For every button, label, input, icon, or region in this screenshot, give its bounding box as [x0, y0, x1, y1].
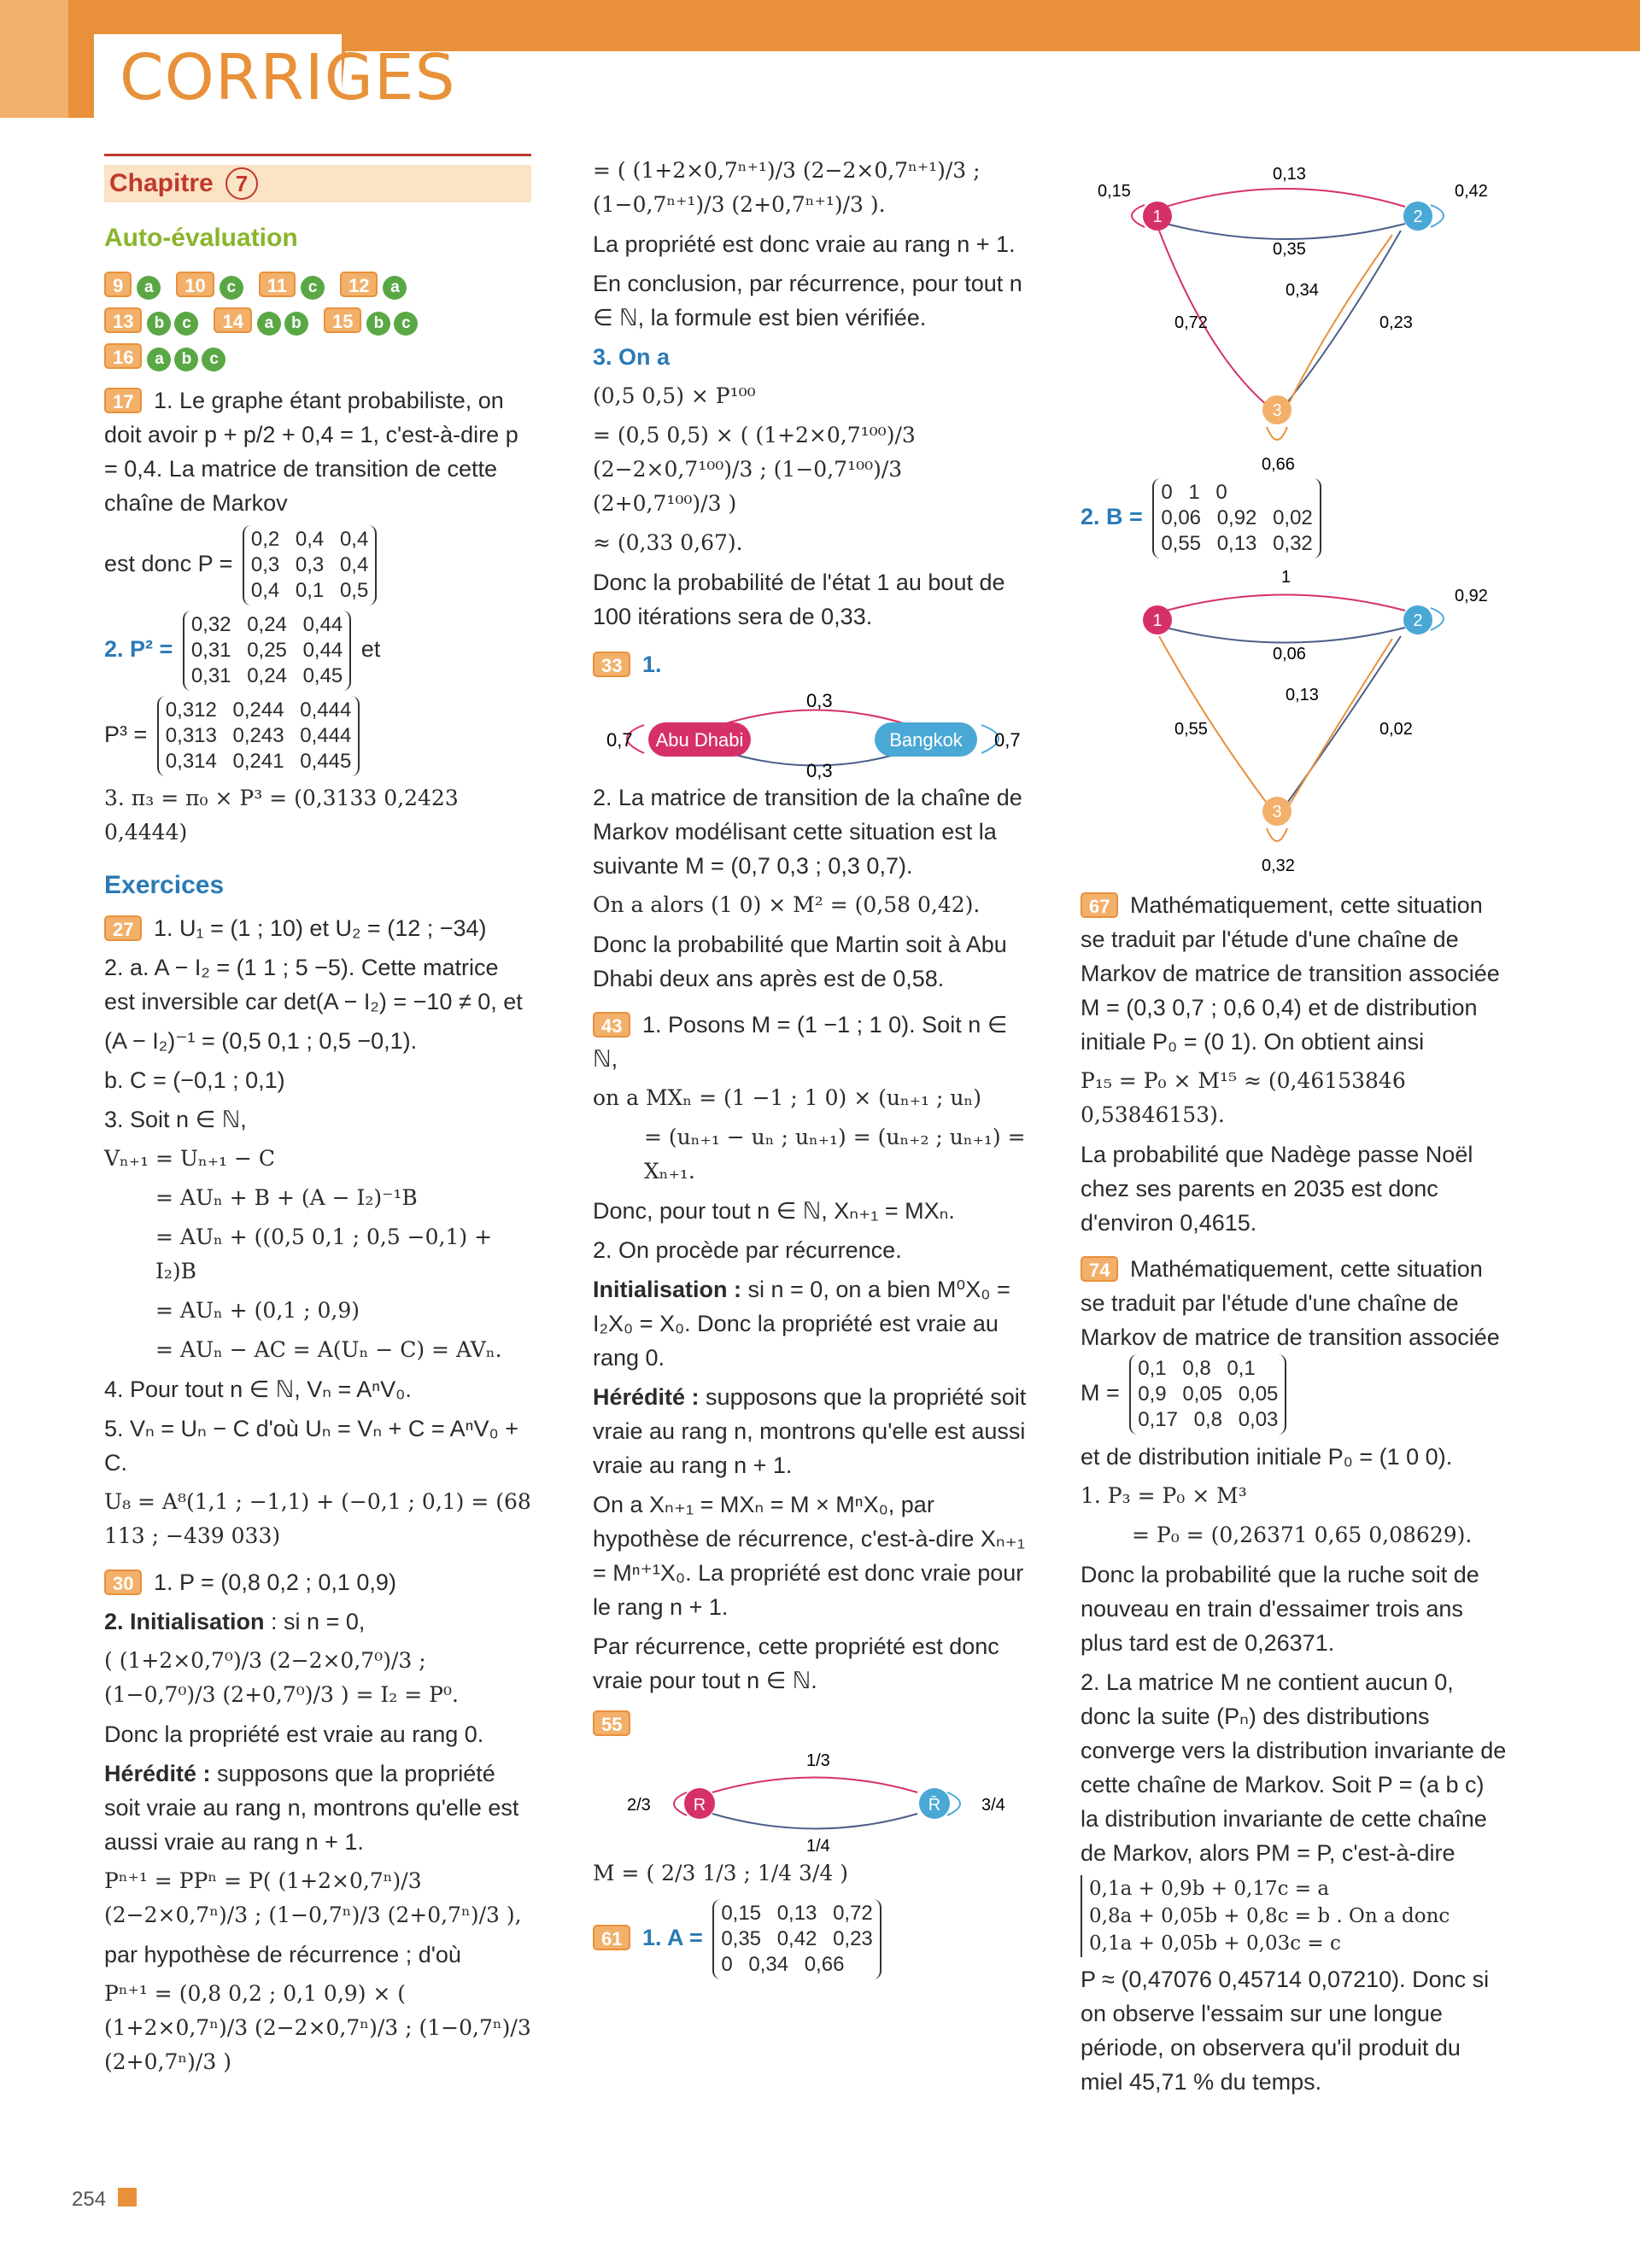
ex33-line-2: 2. La matrice de transition de la chaîne de Markov modélisant cette situation est la suivante M = (0,7 0,3 ; 0,3 0,7). [593, 785, 1022, 879]
ex30-hered-text: supposons que la propriété soit vraie au rang n, montrons qu'elle est aussi vraie au rang n + 1. [104, 1761, 519, 1855]
g61a-label-3: 3 [1272, 401, 1282, 420]
ex27-line-4: b. C = (−0,1 ; 0,1) [104, 1067, 285, 1093]
ex17-et: et [360, 636, 381, 663]
ex17-text-1: 1. Le graphe étant probabiliste, on doit avoir p + p/2 + 0,4 = 1, [104, 388, 504, 447]
answer-dot: c [174, 312, 198, 336]
ex27-line-3: (A − I₂)⁻¹ = (0,5 0,1 ; 0,5 −0,1). [104, 1028, 418, 1054]
column-1 [104, 154, 531, 2084]
ex55-badge: 55 [593, 1710, 630, 1736]
answer-dot: c [301, 276, 325, 300]
b61-text: 2. B = [1081, 504, 1143, 530]
matrix-row: 0 0,34 0,66 [721, 1953, 845, 1976]
ex55-label-r: R [693, 1796, 706, 1815]
col2-line-8: Donc la probabilité de l'état 1 au bout de 100 itérations sera de 0,33. [593, 570, 1005, 629]
g61b-label-1: 1 [1152, 611, 1163, 630]
ex27-badge: 27 [104, 915, 142, 941]
col2-line-3: En conclusion, par récurrence, pour tout n ∈ ℕ, la formule est bien vérifiée. [593, 271, 1022, 330]
ex67-text: Mathématiquement, cette situation se traduit par l'étude d'une chaîne de Markov de matrice de transition associée M = (0,3 0,7 ; 0,6 0,4) et de distribution initiale P₀ = (0 1). On obtient ainsi [1081, 892, 1500, 1055]
ex55-label-rbar: R̄ [928, 1796, 941, 1815]
g61a-label-2: 2 [1413, 208, 1423, 226]
g61b-self-2: 0,92 [1455, 587, 1488, 605]
auto-eval-row [104, 267, 531, 295]
ex43-text: 1. Posons M = (1 −1 ; 1 0). Soit n ∈ ℕ, [593, 1012, 1008, 1072]
ex74-line-6: 2. La matrice M ne contient aucun 0, donc la suite (Pₙ) des distributions converge vers la distribution invariante de cette chaîne de Markov. Soit P = (a b c) la distribution invariante de cette chaîne de Markov, alors PM = P, c'est-à-dire [1081, 1669, 1507, 1866]
matrix-row: 0,32 0,24 0,44 [190, 613, 343, 636]
answer-dot: c [394, 312, 418, 336]
ex27-line-5: 3. Soit n ∈ ℕ, [104, 1107, 247, 1132]
g61a-e12: 0,13 [1273, 165, 1306, 184]
ex30-line-5 [104, 1757, 531, 1859]
ex74-line-1 [1081, 1252, 1508, 1435]
ex43-line-8: On a Xₙ₊₁ = MXₙ = M × MⁿX₀, par hypothèse de récurrence, c'est-à-dire Xₙ₊₁ = Mⁿ⁺¹X₀. La propriété est donc vraie pour le rang n + 1. [593, 1492, 1026, 1620]
matrix-a [712, 1899, 881, 1979]
ex27-line-8: = AUₙ + ((0,5 0,1 ; 0,5 −0,1) + I₂)B [155, 1225, 493, 1283]
ex43-badge: 43 [593, 1012, 630, 1038]
ex17-text-3: est donc P = [104, 551, 233, 577]
exercices-heading: Exercices [104, 871, 225, 899]
ex27-line-2: 2. a. A − I₂ = (1 1 ; 5 −5). Cette matrice est inversible car det(A − I₂) = −10 ≠ 0, et [104, 955, 523, 1014]
answer-dot: a [137, 276, 161, 300]
ex17-block [104, 383, 531, 520]
ex30-line-2 [104, 1605, 531, 1639]
matrix-row: 0,17 0,8 0,03 [1138, 1408, 1279, 1431]
chapter-label: Chapitre [109, 169, 214, 197]
column-3 [1081, 154, 1508, 2104]
ex27-line-11: 4. Pour tout n ∈ ℕ, Vₙ = AⁿV₀. [104, 1377, 412, 1402]
chapter-rule [104, 154, 531, 156]
answer-dot: a [147, 348, 171, 371]
ex33-edge-bottom: 0,3 [806, 760, 833, 780]
ex74-line-2: et de distribution initiale P₀ = (1 0 0). [1081, 1444, 1453, 1470]
ex27-line-6: Vₙ₊₁ = Uₙ₊₁ − C [104, 1146, 275, 1171]
ex27-line-9: = AUₙ + (0,1 ; 0,9) [155, 1298, 360, 1323]
answer-dot: b [147, 312, 171, 336]
ex55-graph [593, 1745, 1037, 1856]
question-badge: 16 [104, 343, 142, 369]
answer-dot: b [174, 348, 198, 371]
ex30-init-text: : si n = 0, [264, 1609, 366, 1634]
g61b-label-2: 2 [1413, 611, 1423, 630]
matrix-row: 0,9 0,05 0,05 [1138, 1382, 1279, 1406]
g61a-self-1: 0,15 [1098, 182, 1131, 201]
ex67-line-1 [1081, 888, 1508, 1059]
matrix-row: 0,313 0,243 0,444 [165, 724, 352, 747]
matrix-p2 [183, 611, 351, 691]
ex27-line-12: 5. Vₙ = Uₙ − C d'où Uₙ = Vₙ + C = AⁿV₀ + C. [104, 1416, 518, 1476]
ex30-badge: 30 [104, 1569, 142, 1595]
ex33-self-right: 0,7 [994, 729, 1021, 751]
ex55-line-1 [593, 1706, 1037, 1740]
matrix-row: 0,2 0,4 0,4 [250, 528, 369, 551]
ex67-badge: 67 [1081, 892, 1118, 918]
ex30-init-label: 2. Initialisation [104, 1609, 265, 1634]
ex17-text-4: 2. P² = [104, 636, 173, 663]
question-badge: 13 [104, 307, 142, 333]
question-badge: 12 [340, 272, 378, 297]
col2-line-2: La propriété est donc vraie au rang n + 1. [593, 231, 1016, 257]
g61b-e32: 0,13 [1286, 686, 1319, 704]
g61b-e21: 0,06 [1273, 645, 1306, 663]
ex74-line-3: 1. P₃ = P₀ × M³ [1081, 1483, 1247, 1508]
column-2 [593, 154, 1037, 1984]
ex33-self-left: 0,7 [606, 729, 633, 751]
question-badge: 9 [104, 272, 132, 297]
matrix-b [1152, 478, 1321, 558]
page-marker [118, 2188, 137, 2207]
auto-eval-row [104, 303, 531, 330]
col2-line-7: ≈ (0,33 0,67). [593, 530, 743, 555]
ex17-badge: 17 [104, 388, 142, 413]
col2-line-5: (0,5 0,5) × P¹⁰⁰ [593, 383, 756, 408]
ex61-badge: 61 [593, 1925, 630, 1950]
g61b-e13: 0,55 [1174, 720, 1208, 739]
matrix-row: 0,31 0,25 0,44 [190, 639, 343, 662]
g61b-self-3: 0,32 [1262, 856, 1295, 875]
g61a-e13: 0,72 [1174, 313, 1208, 332]
ex17-matrix-p [104, 525, 531, 605]
ex27-line-1 [104, 911, 531, 945]
graph-61b [1081, 564, 1508, 880]
ex55-edge-bottom: 1/4 [806, 1837, 830, 1856]
question-badge: 10 [176, 272, 214, 297]
g61a-self-2: 0,42 [1455, 182, 1488, 201]
ex55-self-rbar: 3/4 [981, 1796, 1005, 1815]
ex43-line-3: = (uₙ₊₁ − uₙ ; uₙ₊₁) = (uₙ₊₂ ; uₙ₊₁) = Xₙ₊₁. [644, 1125, 1026, 1184]
answer-dot: b [366, 312, 390, 336]
matrix-row: 0,4 0,1 0,5 [250, 579, 369, 602]
chapter-number: 7 [226, 167, 258, 200]
ex74-eq-1: 0,1a + 0,9b + 0,17c = a [1089, 1878, 1330, 1900]
ex27-line-13: U₈ = A⁸(1,1 ; −1,1) + (−0,1 ; 0,1) = (68 113 ; −439 033) [104, 1489, 531, 1548]
ex30-line-8: Pⁿ⁺¹ = (0,8 0,2 ; 0,1 0,9) × ( (1+2×0,7ⁿ)/3 (2−2×0,7ⁿ)/3 ; (1−0,7ⁿ)/3 (2+0,7ⁿ)/3 ) [104, 1981, 531, 2074]
ex43-line-9: Par récurrence, cette propriété est donc vraie pour tout n ∈ ℕ. [593, 1634, 999, 1693]
ex17-text-6: 3. π₃ = π₀ × P³ = (0,3133 0,2423 0,4444) [104, 786, 459, 845]
ex33-line-4: Donc la probabilité que Martin soit à Abu Dhabi deux ans après est de 0,58. [593, 932, 1007, 991]
ex33-label-left: Abu Dhabi [655, 729, 744, 751]
ex33-label-right: Bangkok [889, 729, 963, 751]
g61a-label-1: 1 [1152, 208, 1163, 226]
graph-61a [1081, 154, 1508, 478]
matrix-row: 0,31 0,24 0,45 [190, 664, 343, 687]
page-number: 254 [72, 2188, 107, 2211]
matrix-row: 0,55 0,13 0,32 [1161, 532, 1313, 555]
col2-line-1: = ( (1+2×0,7ⁿ⁺¹)/3 (2−2×0,7ⁿ⁺¹)/3 ; (1−0,7ⁿ⁺¹)/3 (2+0,7ⁿ⁺¹)/3 ). [593, 158, 981, 217]
ex43-line-1 [593, 1008, 1037, 1076]
matrix-row: 0,15 0,13 0,72 [721, 1902, 873, 1925]
ex43-hered-text: supposons que la propriété soit vraie au rang n, montrons qu'elle est aussi vraie au rang n + 1. [593, 1384, 1027, 1478]
g61b-label-3: 3 [1272, 803, 1282, 821]
matrix-row: 0,312 0,244 0,444 [165, 699, 352, 722]
ex74-line-5: Donc la probabilité que la ruche soit de nouveau en train d'essaimer trois ans plus tard est de 0,26371. [1081, 1562, 1479, 1656]
ex17-matrix-p2 [104, 611, 531, 691]
ex43-hered-label: Hérédité : [593, 1384, 700, 1410]
ex43-line-5: 2. On procède par récurrence. [593, 1237, 902, 1263]
ex30-text: 1. P = (0,8 0,2 ; 0,1 0,9) [154, 1569, 396, 1595]
matrix-row: 0,06 0,92 0,02 [1161, 506, 1313, 529]
ex55-matrix: M = ( 2/3 1/3 ; 1/4 3/4 ) [593, 1861, 848, 1885]
g61b-e23: 0,02 [1379, 720, 1413, 739]
ex17-text-2: c'est-à-dire p = 0,4. La matrice de transition de cette chaîne de Markov [104, 422, 518, 516]
matrix-row: 0,35 0,42 0,23 [721, 1927, 873, 1950]
ex74-system [1081, 1875, 1508, 1957]
ex27-line-10: = AUₙ − AC = A(Uₙ − C) = AVₙ. [155, 1337, 502, 1362]
ex33-text: 1. [642, 652, 662, 677]
g61a-e23: 0,23 [1379, 313, 1413, 332]
auto-eval-heading: Auto-évaluation [104, 224, 298, 252]
ex30-line-4: Donc la propriété est vraie au rang 0. [104, 1721, 484, 1747]
ex43-line-7 [593, 1380, 1037, 1482]
ex27-line-7: = AUₙ + B + (A − I₂)⁻¹B [155, 1185, 418, 1210]
chapter-heading [104, 165, 531, 202]
matrix-m74 [1129, 1354, 1286, 1435]
ex74-line-4: = P₀ = (0,26371 0,65 0,08629). [1132, 1523, 1473, 1547]
ex27-text: 1. U₁ = (1 ; 10) et U₂ = (12 ; −34) [154, 915, 487, 941]
ex74-text: Mathématiquement, cette situation se traduit par l'étude d'une chaîne de Markov de matrice de transition associée M = [1081, 1256, 1500, 1406]
g61a-self-3: 0,66 [1262, 455, 1295, 474]
ex43-line-6 [593, 1272, 1037, 1375]
ex67-line-3: La probabilité que Nadège passe Noël chez ses parents en 2035 est donc d'environ 0,4615. [1081, 1142, 1473, 1236]
ex17-text-5: P³ = [104, 722, 148, 748]
ex43-line-4: Donc, pour tout n ∈ ℕ, Xₙ₊₁ = MXₙ. [593, 1198, 955, 1224]
g61a-e21: 0,35 [1273, 240, 1306, 259]
ex17-matrix-p3 [104, 696, 531, 776]
page-title: CORRIGÉS [120, 41, 456, 114]
answer-dot: a [383, 276, 407, 300]
ex33-line-3: On a alors (1 0) × M² = (0,58 0,42). [593, 892, 981, 917]
ex55-self-r: 2/3 [627, 1796, 651, 1815]
ex43-line-2: on a MXₙ = (1 −1 ; 1 0) × (uₙ₊₁ ; uₙ) [593, 1085, 982, 1110]
matrix-row: 0 1 0 [1161, 481, 1227, 504]
ex74-line-7: P ≈ (0,47076 0,45714 0,07210). Donc si on observe l'essaim sur une longue période, on observera qu'il produit du miel 45,71 % du temps. [1081, 1967, 1490, 2095]
g61a-e31: 0,34 [1286, 281, 1319, 300]
answer-dot: c [202, 348, 226, 371]
col2-line-4: 3. On a [593, 344, 671, 370]
ex74-eq-3: 0,1a + 0,05b + 0,03c = c [1089, 1932, 1341, 1955]
matrix-row: 0,1 0,8 0,1 [1138, 1357, 1256, 1380]
auto-eval-grid [104, 267, 531, 366]
ex30-line-7: par hypothèse de récurrence ; d'où [104, 1942, 461, 1967]
question-badge: 15 [324, 307, 361, 333]
ex61-line-1 [593, 1899, 1037, 1979]
matrix-row: 0,314 0,241 0,445 [165, 750, 352, 773]
matrix-row: 0,3 0,3 0,4 [250, 553, 369, 576]
ex30-line-6: Pⁿ⁺¹ = PPⁿ = P( (1+2×0,7ⁿ)/3 (2−2×0,7ⁿ)/3 ; (1−0,7ⁿ)/3 (2+0,7ⁿ)/3 ), [104, 1868, 522, 1927]
ex33-badge: 33 [593, 652, 630, 677]
question-badge: 14 [214, 307, 251, 333]
answer-dot: c [220, 276, 243, 300]
question-badge: 11 [259, 272, 296, 297]
ex33-graph [593, 687, 1037, 780]
ex30-hered-label: Hérédité : [104, 1761, 211, 1786]
ex67-line-2: P₁₅ = P₀ × M¹⁵ ≈ (0,46153846 0,53846153). [1081, 1068, 1406, 1127]
ex43-init-label: Initialisation : [593, 1277, 742, 1302]
ex30-line-3: ( (1+2×0,7⁰)/3 (2−2×0,7⁰)/3 ; (1−0,7⁰)/3 (2+0,7⁰)/3 ) = I₂ = P⁰. [104, 1648, 459, 1707]
answer-dot: b [284, 312, 308, 336]
ex74-badge: 74 [1081, 1256, 1118, 1282]
ex61-text: 1. A = [642, 1925, 703, 1951]
matrix-p [243, 525, 377, 605]
header-bar [342, 0, 1640, 51]
b61-line [1081, 478, 1508, 558]
answer-dot: a [257, 312, 281, 336]
col2-line-6: = (0,5 0,5) × ( (1+2×0,7¹⁰⁰)/3 (2−2×0,7¹⁰⁰)/3 ; (1−0,7¹⁰⁰)/3 (2+0,7¹⁰⁰)/3 ) [593, 423, 916, 516]
ex74-eq-2: 0,8a + 0,05b + 0,8c = b . On a donc [1089, 1905, 1450, 1927]
auto-eval-row [104, 339, 531, 366]
ex43-init-text: si n = 0, on a bien M⁰X₀ = I₂X₀ = X₀. Donc la propriété est vraie au rang 0. [593, 1277, 1010, 1371]
ex33-line-1 [593, 647, 1037, 681]
matrix-p3 [157, 696, 360, 776]
ex33-edge-top: 0,3 [806, 690, 833, 711]
ex30-line-1 [104, 1565, 531, 1599]
ex55-edge-top: 1/3 [806, 1751, 830, 1770]
g61b-e12: 1 [1281, 568, 1292, 587]
